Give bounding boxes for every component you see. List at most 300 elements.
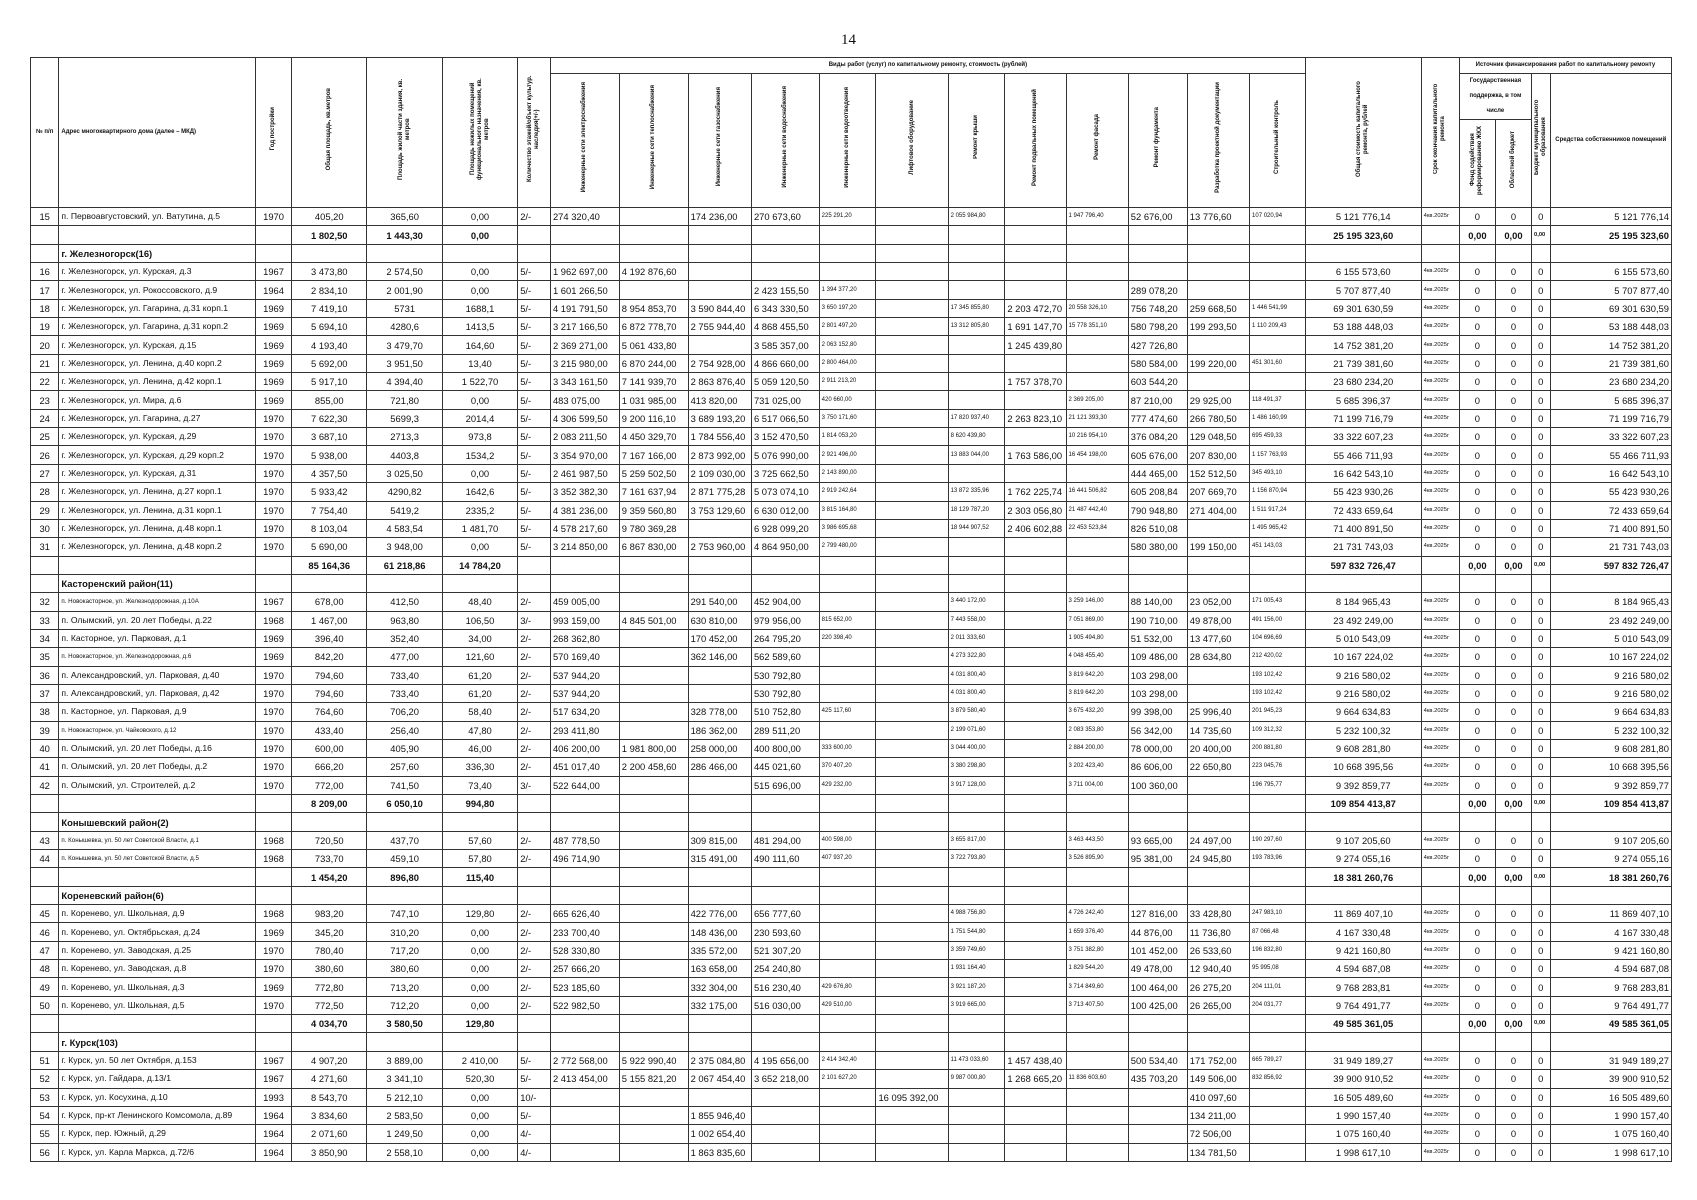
- row-owners: 1 990 157,40: [1550, 1106, 1671, 1124]
- empty-cell: [518, 556, 551, 574]
- row-area-total: 1 467,00: [292, 611, 367, 629]
- empty-cell: [1250, 868, 1306, 886]
- row-work-cost: 6 630 012,00: [751, 501, 819, 519]
- row-work-cost: 103 298,00: [1128, 666, 1187, 684]
- row-regional: 0: [1495, 446, 1531, 464]
- row-work-cost: 152 512,50: [1187, 464, 1249, 482]
- row-area-nonres: 48,40: [442, 593, 517, 611]
- col-work-roof-header: Ремонт крыши: [948, 74, 1005, 208]
- row-work-cost: [876, 1070, 948, 1088]
- empty-cell: [619, 886, 688, 904]
- row-work-cost: [819, 941, 876, 959]
- row-work-cost: [819, 960, 876, 978]
- row-work-cost: 2 755 944,40: [688, 318, 751, 336]
- row-owners: 55 466 711,93: [1550, 446, 1671, 464]
- row-area-living: 2713,3: [367, 428, 442, 446]
- row-work-cost: 2 753 960,00: [688, 538, 751, 556]
- row-municipal: 0: [1531, 1070, 1550, 1088]
- row-area-nonres: 0,00: [442, 1125, 517, 1143]
- row-address: г. Курск, ул. Косухина, д.10: [59, 1088, 256, 1106]
- row-work-cost: [876, 739, 948, 757]
- row-area-living: 405,90: [367, 739, 442, 757]
- row-owners: 11 869 407,10: [1550, 905, 1671, 923]
- row-total-cost: 16 505 489,60: [1305, 1088, 1421, 1106]
- row-fund: 0: [1459, 409, 1495, 427]
- row-floors: 5/-: [518, 538, 551, 556]
- row-work-cost: 515 696,00: [751, 776, 819, 794]
- row-area-nonres: 2 410,00: [442, 1051, 517, 1069]
- row-work-cost: [1250, 1088, 1306, 1106]
- row-year: 1969: [256, 318, 292, 336]
- row-area-living: 2 001,90: [367, 281, 442, 299]
- row-area-nonres: 2335,2: [442, 501, 517, 519]
- row-work-cost: 233 700,40: [550, 923, 619, 941]
- row-work-cost: 8 620 439,80: [948, 428, 1005, 446]
- row-work-cost: [619, 281, 688, 299]
- row-area-living: 2 558,10: [367, 1143, 442, 1161]
- row-number: 53: [31, 1088, 59, 1106]
- table-row: [31, 941, 1672, 959]
- row-floors: 5/-: [518, 391, 551, 409]
- row-work-cost: [1005, 391, 1066, 409]
- row-area-nonres: 58,40: [442, 703, 517, 721]
- row-area-living: 5419,2: [367, 501, 442, 519]
- empty-cell: [1187, 1015, 1249, 1033]
- row-work-cost: 2 873 992,00: [688, 446, 751, 464]
- row-owners: 9 664 634,83: [1550, 703, 1671, 721]
- row-work-cost: 362 146,00: [688, 648, 751, 666]
- row-deadline: 4кв.2025г: [1421, 538, 1459, 556]
- row-year: 1993: [256, 1088, 292, 1106]
- row-address: п. Первоавгустовский, ул. Ватутина, д.5: [59, 208, 256, 226]
- empty-cell: [1187, 795, 1249, 813]
- empty-cell: [1187, 574, 1249, 592]
- empty-cell: [292, 886, 367, 904]
- row-area-living: 380,60: [367, 960, 442, 978]
- row-work-cost: 22 453 523,84: [1066, 519, 1128, 537]
- row-year: 1969: [256, 391, 292, 409]
- row-work-cost: [819, 263, 876, 281]
- row-work-cost: [619, 850, 688, 868]
- row-area-living: 257,60: [367, 758, 442, 776]
- row-work-cost: 580 380,00: [1128, 538, 1187, 556]
- row-fund: 0: [1459, 299, 1495, 317]
- row-fund: 0: [1459, 831, 1495, 849]
- row-work-cost: [1005, 831, 1066, 849]
- row-number: 51: [31, 1051, 59, 1069]
- row-floors: 5/-: [518, 318, 551, 336]
- empty-cell: [1531, 244, 1550, 262]
- empty-cell: [1187, 813, 1249, 831]
- row-work-cost: [688, 281, 751, 299]
- row-total-cost: 31 949 189,27: [1305, 1051, 1421, 1069]
- row-work-cost: [1005, 611, 1066, 629]
- row-municipal: 0: [1531, 1106, 1550, 1124]
- table-row: [31, 483, 1672, 501]
- row-work-cost: 459 005,00: [550, 593, 619, 611]
- empty-cell: [1550, 886, 1671, 904]
- row-work-cost: [1005, 941, 1066, 959]
- row-work-cost: 523 185,60: [550, 978, 619, 996]
- row-fund: 0: [1459, 941, 1495, 959]
- empty-cell: [31, 813, 59, 831]
- row-work-cost: 22 650,80: [1187, 758, 1249, 776]
- row-work-cost: [819, 648, 876, 666]
- row-work-cost: 3 750 171,60: [819, 409, 876, 427]
- row-deadline: 4кв.2025г: [1421, 978, 1459, 996]
- row-work-cost: 4 192 876,60: [619, 263, 688, 281]
- empty-cell: [948, 795, 1005, 813]
- row-work-cost: [1005, 1106, 1066, 1124]
- row-work-cost: [1128, 1088, 1187, 1106]
- row-address: п. Касторное, ул. Парковая, д.1: [59, 629, 256, 647]
- empty-cell: [1421, 795, 1459, 813]
- row-work-cost: 1 784 556,40: [688, 428, 751, 446]
- row-municipal: 0: [1531, 208, 1550, 226]
- row-area-nonres: 34,00: [442, 629, 517, 647]
- row-work-cost: [819, 923, 876, 941]
- row-area-living: 963,80: [367, 611, 442, 629]
- empty-cell: [31, 795, 59, 813]
- row-municipal: 0: [1531, 501, 1550, 519]
- row-work-cost: [876, 373, 948, 391]
- row-regional: 0: [1495, 373, 1531, 391]
- row-owners: 9 216 580,02: [1550, 666, 1671, 684]
- row-area-total: 2 071,60: [292, 1125, 367, 1143]
- row-work-cost: 481 294,00: [751, 831, 819, 849]
- row-work-cost: 2 263 823,10: [1005, 409, 1066, 427]
- row-work-cost: 9 987 000,80: [948, 1070, 1005, 1088]
- empty-cell: [751, 226, 819, 244]
- row-work-cost: [1005, 1143, 1066, 1161]
- empty-cell: [619, 1033, 688, 1051]
- table-row: [31, 1106, 1672, 1124]
- row-area-nonres: 61,20: [442, 684, 517, 702]
- row-number: 33: [31, 611, 59, 629]
- row-work-cost: 3 152 470,50: [751, 428, 819, 446]
- row-floors: 4/-: [518, 1143, 551, 1161]
- row-work-cost: 25 996,40: [1187, 703, 1249, 721]
- row-deadline: 4кв.2025г: [1421, 373, 1459, 391]
- col-work-water-header: Инженерные сети водоснабжения: [751, 74, 819, 208]
- row-work-cost: 451 017,40: [550, 758, 619, 776]
- row-work-cost: [948, 281, 1005, 299]
- row-floors: 2/-: [518, 666, 551, 684]
- row-work-cost: 52 676,00: [1128, 208, 1187, 226]
- empty-cell: [518, 813, 551, 831]
- row-work-cost: 3 217 166,50: [550, 318, 619, 336]
- row-regional: 0: [1495, 739, 1531, 757]
- empty-cell: [1421, 1033, 1459, 1051]
- row-work-cost: [1005, 721, 1066, 739]
- row-work-cost: 289 511,20: [751, 721, 819, 739]
- row-work-cost: 11 473 033,60: [948, 1051, 1005, 1069]
- empty-cell: [59, 868, 256, 886]
- empty-cell: [751, 244, 819, 262]
- row-work-cost: 4 864 950,00: [751, 538, 819, 556]
- row-area-nonres: 0,00: [442, 941, 517, 959]
- table-row: [31, 758, 1672, 776]
- row-work-cost: [550, 1088, 619, 1106]
- subtotal-area-living: 1 443,30: [367, 226, 442, 244]
- row-total-cost: 1 990 157,40: [1305, 1106, 1421, 1124]
- row-work-cost: 268 362,80: [550, 629, 619, 647]
- row-work-cost: 496 714,90: [550, 850, 619, 868]
- row-number: 29: [31, 501, 59, 519]
- empty-cell: [948, 226, 1005, 244]
- empty-cell: [518, 226, 551, 244]
- row-floors: 5/-: [518, 299, 551, 317]
- row-floors: 5/-: [518, 354, 551, 372]
- row-total-cost: 9 664 634,83: [1305, 703, 1421, 721]
- row-number: 45: [31, 905, 59, 923]
- row-year: 1964: [256, 1125, 292, 1143]
- row-year: 1970: [256, 519, 292, 537]
- row-fund: 0: [1459, 391, 1495, 409]
- row-work-cost: 790 948,80: [1128, 501, 1187, 519]
- empty-cell: [550, 244, 619, 262]
- row-municipal: 0: [1531, 593, 1550, 611]
- group-header-row: [31, 574, 1672, 592]
- row-work-cost: 517 634,20: [550, 703, 619, 721]
- row-work-cost: 17 820 937,40: [948, 409, 1005, 427]
- row-work-cost: 3 713 407,50: [1066, 996, 1128, 1014]
- row-municipal: 0: [1531, 850, 1550, 868]
- row-work-cost: 207 669,70: [1187, 483, 1249, 501]
- row-year: 1968: [256, 905, 292, 923]
- row-work-cost: [619, 1106, 688, 1124]
- row-work-cost: [876, 208, 948, 226]
- row-owners: 1 075 160,40: [1550, 1125, 1671, 1143]
- subtotal-total-cost: 109 854 413,87: [1305, 795, 1421, 813]
- row-area-total: 720,50: [292, 831, 367, 849]
- row-number: 35: [31, 648, 59, 666]
- row-work-cost: [688, 666, 751, 684]
- empty-cell: [256, 868, 292, 886]
- empty-cell: [751, 556, 819, 574]
- empty-cell: [1550, 813, 1671, 831]
- subtotal-area-total: 8 209,00: [292, 795, 367, 813]
- row-area-living: 3 025,50: [367, 464, 442, 482]
- row-fund: 0: [1459, 464, 1495, 482]
- row-work-cost: 3 722 793,80: [948, 850, 1005, 868]
- row-address: г. Железногорск, ул. Ленина, д.40 корп.2: [59, 354, 256, 372]
- table-row: [31, 1088, 1672, 1106]
- row-work-cost: 309 815,00: [688, 831, 751, 849]
- row-deadline: 4кв.2025г: [1421, 593, 1459, 611]
- row-work-cost: [819, 721, 876, 739]
- row-work-cost: 2 414 342,40: [819, 1051, 876, 1069]
- row-work-cost: 425 117,60: [819, 703, 876, 721]
- row-work-cost: 3 652 218,00: [751, 1070, 819, 1088]
- row-number: 49: [31, 978, 59, 996]
- row-area-nonres: 1534,2: [442, 446, 517, 464]
- table-row: [31, 336, 1672, 354]
- row-work-cost: [1187, 373, 1249, 391]
- row-work-cost: 230 593,60: [751, 923, 819, 941]
- empty-cell: [256, 813, 292, 831]
- row-area-living: 256,40: [367, 721, 442, 739]
- row-regional: 0: [1495, 483, 1531, 501]
- empty-cell: [256, 886, 292, 904]
- table-row: [31, 354, 1672, 372]
- table-row: [31, 629, 1672, 647]
- row-owners: 16 642 543,10: [1550, 464, 1671, 482]
- subtotal-municipal: 0,00: [1531, 226, 1550, 244]
- row-area-total: 772,80: [292, 978, 367, 996]
- empty-cell: [819, 795, 876, 813]
- row-owners: 71 400 891,50: [1550, 519, 1671, 537]
- row-area-total: 780,40: [292, 941, 367, 959]
- row-municipal: 0: [1531, 299, 1550, 317]
- row-address: г. Железногорск, ул. Гагарина, д.31 корп.2: [59, 318, 256, 336]
- table-header: [31, 58, 1672, 208]
- row-work-cost: [876, 923, 948, 941]
- row-area-living: 3 341,10: [367, 1070, 442, 1088]
- row-work-cost: 1 981 800,00: [619, 739, 688, 757]
- row-area-total: 3 687,10: [292, 428, 367, 446]
- row-work-cost: 87 210,00: [1128, 391, 1187, 409]
- row-address: г. Железногорск, ул. Курская, д.29 корп.2: [59, 446, 256, 464]
- row-municipal: 0: [1531, 1125, 1550, 1143]
- row-total-cost: 72 433 659,64: [1305, 501, 1421, 519]
- row-work-cost: [619, 666, 688, 684]
- row-fund: 0: [1459, 758, 1495, 776]
- row-area-nonres: 1 481,70: [442, 519, 517, 537]
- group-title: Касторенский район(11): [59, 574, 256, 592]
- empty-cell: [367, 886, 442, 904]
- empty-cell: [688, 1033, 751, 1051]
- empty-cell: [1531, 574, 1550, 592]
- row-work-cost: 186 362,00: [688, 721, 751, 739]
- row-work-cost: 370 407,20: [819, 758, 876, 776]
- empty-cell: [1250, 795, 1306, 813]
- row-owners: 5 121 776,14: [1550, 208, 1671, 226]
- row-owners: 39 900 910,52: [1550, 1070, 1671, 1088]
- row-area-living: 437,70: [367, 831, 442, 849]
- row-total-cost: 4 594 687,08: [1305, 960, 1421, 978]
- row-deadline: 4кв.2025г: [1421, 629, 1459, 647]
- row-work-cost: 1 762 225,74: [1005, 483, 1066, 501]
- row-deadline: 4кв.2025г: [1421, 850, 1459, 868]
- row-work-cost: [1005, 593, 1066, 611]
- subtotal-fund: 0,00: [1459, 868, 1495, 886]
- row-area-nonres: 57,60: [442, 831, 517, 849]
- row-fund: 0: [1459, 960, 1495, 978]
- row-area-nonres: 1642,6: [442, 483, 517, 501]
- group-header-row: [31, 244, 1672, 262]
- empty-cell: [1421, 813, 1459, 831]
- row-work-cost: 247 983,10: [1250, 905, 1306, 923]
- row-regional: 0: [1495, 1070, 1531, 1088]
- row-owners: 4 594 687,08: [1550, 960, 1671, 978]
- empty-cell: [819, 813, 876, 831]
- col-area-nonres-header: Площадь нежилых помещений функционального назначения, кв. метров: [442, 58, 517, 208]
- row-total-cost: 4 167 330,48: [1305, 923, 1421, 941]
- row-floors: 5/-: [518, 373, 551, 391]
- row-work-cost: [876, 996, 948, 1014]
- empty-cell: [550, 1015, 619, 1033]
- row-work-cost: 149 506,00: [1187, 1070, 1249, 1088]
- row-year: 1970: [256, 703, 292, 721]
- row-work-cost: 212 420,02: [1250, 648, 1306, 666]
- row-area-nonres: 46,00: [442, 739, 517, 757]
- row-work-cost: [876, 611, 948, 629]
- row-work-cost: [1005, 629, 1066, 647]
- row-address: г. Курск, пер. Южный, д.29: [59, 1125, 256, 1143]
- row-year: 1970: [256, 538, 292, 556]
- row-area-living: 310,20: [367, 923, 442, 941]
- row-work-cost: 521 307,20: [751, 941, 819, 959]
- row-work-cost: [876, 905, 948, 923]
- row-fund: 0: [1459, 776, 1495, 794]
- row-work-cost: 516 230,40: [751, 978, 819, 996]
- row-owners: 10 668 395,56: [1550, 758, 1671, 776]
- empty-cell: [688, 244, 751, 262]
- empty-cell: [751, 574, 819, 592]
- row-regional: 0: [1495, 960, 1531, 978]
- row-floors: 3/-: [518, 776, 551, 794]
- row-regional: 0: [1495, 281, 1531, 299]
- row-number: 55: [31, 1125, 59, 1143]
- row-work-cost: 24 497,00: [1187, 831, 1249, 849]
- row-work-cost: 271 404,00: [1187, 501, 1249, 519]
- row-owners: 71 199 716,79: [1550, 409, 1671, 427]
- row-area-living: 3 479,70: [367, 336, 442, 354]
- row-work-cost: [1005, 1125, 1066, 1143]
- row-floors: 2/-: [518, 850, 551, 868]
- row-deadline: 4кв.2025г: [1421, 1088, 1459, 1106]
- row-work-cost: [819, 1125, 876, 1143]
- row-deadline: 4кв.2025г: [1421, 336, 1459, 354]
- row-work-cost: [876, 318, 948, 336]
- row-floors: 4/-: [518, 1125, 551, 1143]
- row-work-cost: 274 320,40: [550, 208, 619, 226]
- col-num-header: № п/п: [31, 58, 59, 208]
- row-address: г. Железногорск, ул. Гагарина, д.31 корп.1: [59, 299, 256, 317]
- row-floors: 5/-: [518, 336, 551, 354]
- row-municipal: 0: [1531, 703, 1550, 721]
- row-work-cost: 2 369 205,00: [1066, 391, 1128, 409]
- row-work-cost: 2 143 890,00: [819, 464, 876, 482]
- row-work-cost: 427 726,80: [1128, 336, 1187, 354]
- row-work-cost: 483 075,00: [550, 391, 619, 409]
- empty-cell: [819, 1033, 876, 1051]
- row-deadline: 4кв.2025г: [1421, 739, 1459, 757]
- row-fund: 0: [1459, 739, 1495, 757]
- empty-cell: [1421, 244, 1459, 262]
- row-work-cost: 193 783,96: [1250, 850, 1306, 868]
- empty-cell: [1128, 886, 1187, 904]
- row-work-cost: 258 000,00: [688, 739, 751, 757]
- row-work-cost: 2 063 152,80: [819, 336, 876, 354]
- subtotal-row: [31, 226, 1672, 244]
- row-floors: 10/-: [518, 1088, 551, 1106]
- row-work-cost: 51 532,00: [1128, 629, 1187, 647]
- row-floors: 5/-: [518, 281, 551, 299]
- row-work-cost: 1 446 541,99: [1250, 299, 1306, 317]
- row-work-cost: [1066, 373, 1128, 391]
- row-work-cost: [619, 593, 688, 611]
- empty-cell: [1187, 244, 1249, 262]
- row-total-cost: 33 322 607,23: [1305, 428, 1421, 446]
- row-total-cost: 1 998 617,10: [1305, 1143, 1421, 1161]
- row-fund: 0: [1459, 923, 1495, 941]
- row-year: 1970: [256, 996, 292, 1014]
- row-municipal: 0: [1531, 666, 1550, 684]
- row-work-cost: 190 297,60: [1250, 831, 1306, 849]
- row-fund: 0: [1459, 318, 1495, 336]
